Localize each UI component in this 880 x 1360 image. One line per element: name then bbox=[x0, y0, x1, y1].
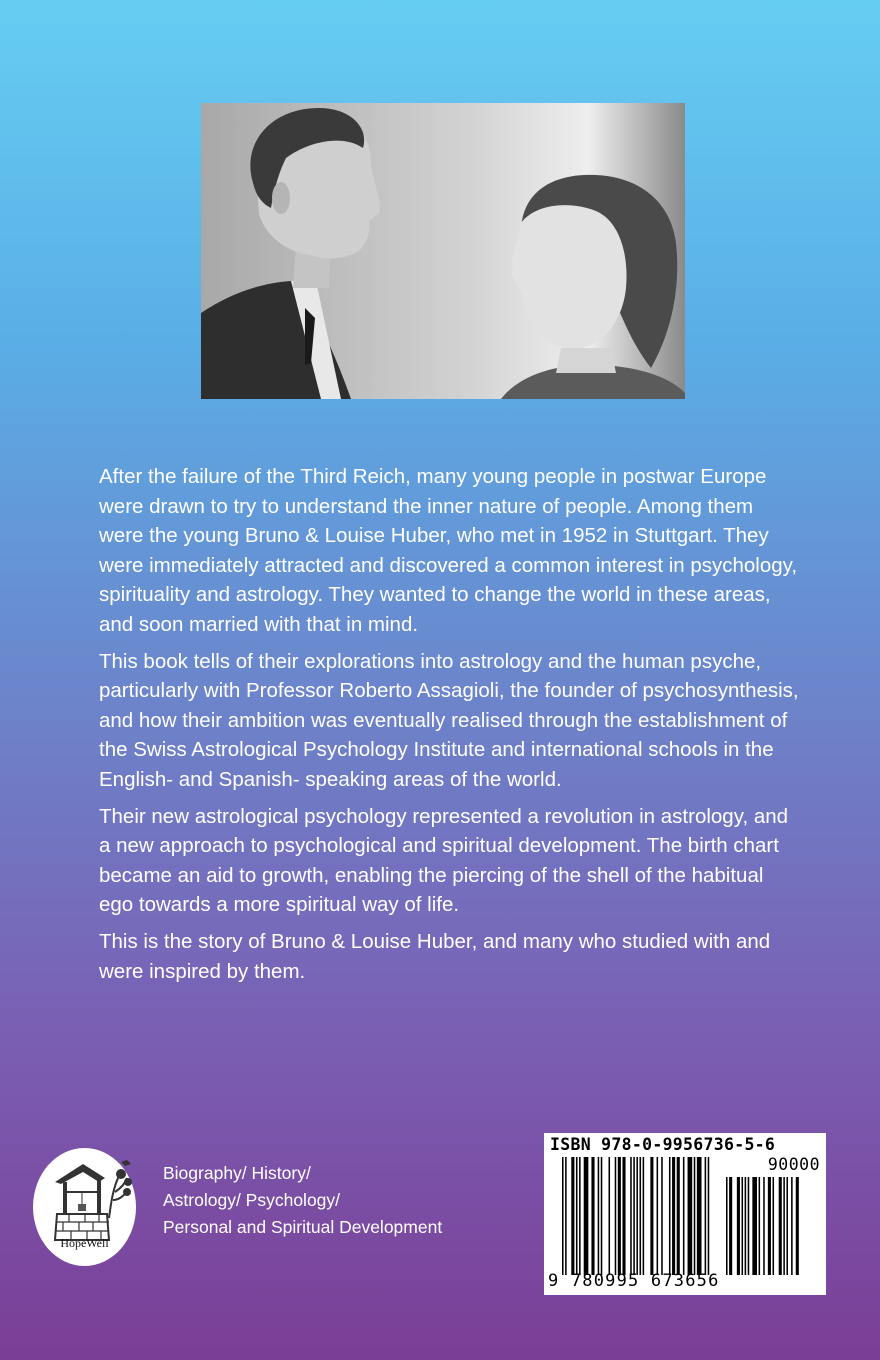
isbn-text: ISBN 978-0-9956736-5-6 bbox=[550, 1135, 776, 1154]
ean-bars bbox=[562, 1157, 722, 1275]
category-line: Astrology/ Psychology/ bbox=[163, 1190, 341, 1210]
author-portrait-photo bbox=[201, 103, 685, 399]
subject-categories bbox=[163, 1160, 442, 1241]
publisher-logo bbox=[33, 1148, 136, 1266]
blurb-paragraph-3: Their new astrological psychology represented a revolution in astrology, and a new approach to psychological and spiritual development. The birth chart became an aid to growth, enabling the piercing of the shell of the habitual ego towards a more spiritual way of life. bbox=[99, 804, 789, 917]
portrait-photo-icon bbox=[201, 103, 685, 399]
publisher-name: HopeWell bbox=[60, 1236, 109, 1250]
isbn-barcode bbox=[544, 1133, 826, 1295]
blurb-paragraph-2: This book tells of their explorations into astrology and the human psyche, particularly with Professor Roberto Assagioli, the founder of psychosynthesis, and how their ambition was eventually realised through the establishment of the Swiss Astrological Psychology Institute and international schools in the English- and Spanish- speaking areas of the world. bbox=[99, 649, 799, 791]
addon-bars bbox=[726, 1177, 822, 1275]
back-cover-blurb bbox=[99, 462, 799, 993]
blurb-paragraph-1: After the failure of the Third Reich, many young people in postwar Europe were drawn to try to understand the inner nature of people. Among them were the young Bruno & Louise Huber, who met in 1952 in Stuttgart. They were immediately attracted and discovered a common interest in psychology, spirituality and astrology. They wanted to change the world in these areas, and soon married with that in mind. bbox=[99, 465, 798, 636]
price-code: 90000 bbox=[767, 1155, 820, 1174]
ean-number: 9 780995 673656 bbox=[548, 1271, 720, 1291]
category-line: Personal and Spiritual Development bbox=[163, 1217, 443, 1237]
blurb-paragraph-4: This is the story of Bruno & Louise Huber, and many who studied with and were inspired by them. bbox=[99, 929, 771, 983]
category-line: Biography/ History/ bbox=[163, 1163, 311, 1183]
